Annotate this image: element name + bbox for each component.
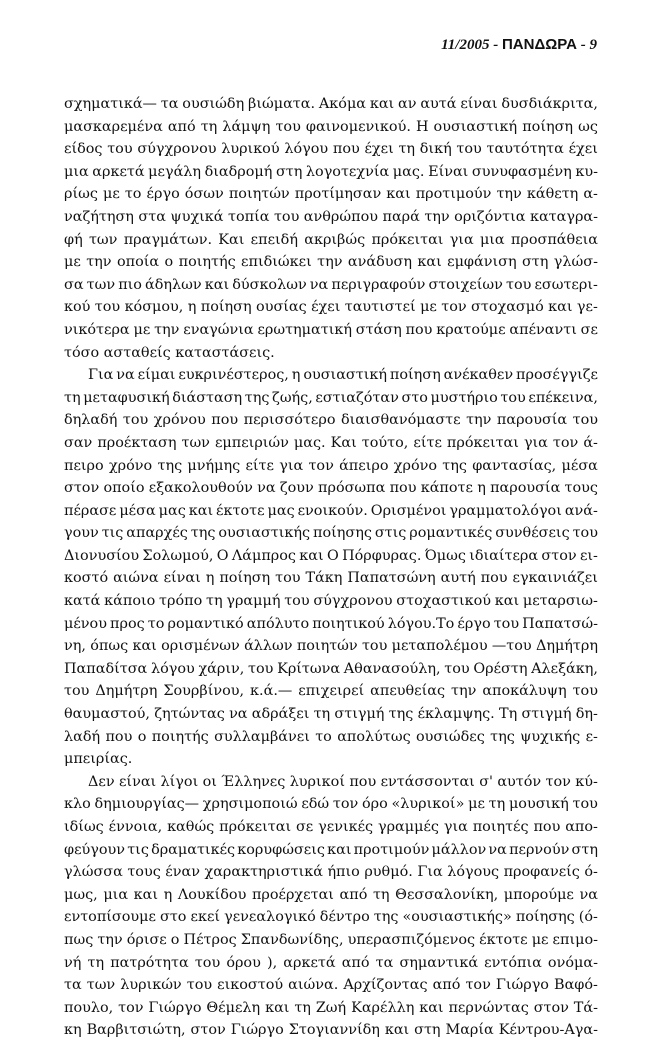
text-line: πως την όρισε ο Πέτρος Σπανδωνίδης, υπερασπιζόμενος έκτοτε με επιμο- [64,931,598,948]
text-line: σχηματικά— τα ουσιώδη βιώματα. Ακόμα και αν αυτά είναι δυσδιάκριτα, [64,96,598,112]
text-line: κατά κάποιο τρόπο τη γραμμή του σύγχρονου στοχαστικού και μεταρσιω- [64,593,598,610]
text-line: κού του κόσμου, η ποίηση ουσίας έχει ταυτιστεί με τον στοχασμό και γε- [64,299,598,316]
text-line: κοστό αιώνα είναι η ποίηση του Τάκη Παπατσώνη αυτή που εγκαινιάζει [64,570,598,587]
text-line: νη, όπως και ορισμένων άλλων ποιητών του μεταπολέμου —του Δημήτρη [64,638,598,655]
text-line: γλώσσα τους έναν χαρακτηριστικά ήπιο ρυθμό. Για λόγους προφανείς ό- [64,864,598,881]
text-line: μασκαρεμένα από τη λάμψη του φαινομενικού. Η ουσιαστική ποίηση ως [64,118,598,135]
text-line: σαν προέκταση των εμπειριών μας. Και τούτο, είτε πρόκειται για τον ά- [64,434,598,451]
text-line: τη μεταφυσική διάσταση της ζωής, εστιαζόταν στο μυστήριο του επέκεινα, [64,389,598,406]
text-line: κη Βαρβιτσιώτη, στον Γιώργο Στογιαννίδη και στη Μαρία Κέντρου-Αγα- [64,1022,598,1039]
text-line: νικότερα με την εναγώνια ερωτηματική στάση που κρατούμε απέναντι σε [64,321,598,338]
text-line: φεύγουν τις δραματικές κορυφώσεις και προτιμούν μάλλον να περνούν στη [64,841,598,858]
text-line: ιδίως έννοια, καθώς πρόκειται σε γενικές γραμμές για ποιητές που απο- [64,819,598,835]
text-line: Για να είμαι ευκρινέστερος, η ουσιαστική ποίηση ανέκαθεν προσέγγιζε [88,367,598,384]
text-line: πέρασε μέσα μας και έκτοτε μας ενοικούν. Ορισμένοι γραμματολόγοι ανά- [64,502,598,519]
header-separator: - [489,37,502,53]
article-body [64,93,598,1042]
text-line: είδος του σύγχρονου λυρικού λόγου που έχει τη δική του ταυτότητα έχει [64,141,598,158]
text-line: με την οποία ο ποιητής επιδιώκει την ανάδυση και εμφάνιση στη γλώσ- [64,254,598,271]
text-line: μια αρκετά μεγάλη διαδρομή στη λογοτεχνία μας. Είναι συνυφασμένη κυ- [64,163,598,180]
text-line: πειρο χρόνο της μνήμης είτε για τον άπειρο χρόνο της φαντασίας, μέσα [64,457,598,474]
text-line: τα των λυρικών του εικοστού αιώνα. Αρχίζοντας από τον Γιώργο Βαφό- [64,977,598,994]
issue-date: 11/2005 [441,37,490,53]
page-separator: - [577,37,590,53]
text-line: δηλαδή του χρόνου που περισσότερο διαισθανόμαστε την παρουσία του [64,412,598,429]
text-line: πουλο, τον Γιώργο Θέμελη και τη Ζωή Καρέλλη και περνώντας στον Τά- [64,999,598,1016]
text-line: γουν τις απαρχές της ουσιαστικής ποίησης στις ρομαντικές συνθέσεις του [64,525,598,542]
text-line: θαυμαστού, ζητώντας να αδράξει τη στιγμή της έκλαμψης. Τη στιγμή δη- [64,706,598,723]
text-line: φή των πραγμάτων. Και επειδή ακριβώς πρόκειται για μια προσπάθεια [64,231,598,248]
text-line: μένου προς το ρομαντικό απόλυτο ποιητικού λόγου.Το έργο του Παπατσώ- [64,615,598,632]
running-header [441,36,597,54]
text-line: στον οποίο εξακολουθούν να ζουν πρόσωπα που κάποτε η παρουσία τους [64,480,598,497]
text-line: νή τη πατρότητα του όρου ), αρκετά από τα σημαντικά εντόπια ονόμα- [64,954,598,971]
text-line: λαδή που ο ποιητής συλλαμβάνει το απολύτως ουσιώδες της ψυχικής ε- [64,728,598,745]
text-line: εντοπίσουμε στο εκεί γενεαλογικό δέντρο της «ουσιαστικής» ποίησης (ό- [64,909,598,926]
text-line: σα των πιο άδηλων και δύσκολων να περιγραφούν στοιχείων του εσωτερι- [64,276,598,293]
text-line: κλο δημιουργίας— χρησιμοποιώ εδώ τον όρο «λυρικοί» με τη μουσική του [64,796,598,813]
text-line: ναζήτηση στα ψυχικά τοπία του ανθρώπου παρά την οριζόντια καταγρα- [64,208,598,225]
text-line: τόσο ασταθείς καταστάσεις. [64,344,275,361]
text-line: Δεν είναι λίγοι οι Έλληνες λυρικοί που εντάσσονται σ' αυτόν τον κύ- [88,773,598,790]
text-line: ρίως με το έργο όσων ποιητών προτίμησαν και προτιμούν την κάθετη α- [64,186,598,203]
text-line: Παπαδίτσα λόγου χάριν, του Κρίτωνα Αθανασούλη, του Ορέστη Αλεξάκη, [64,660,598,677]
page-number: 9 [589,37,597,53]
text-line: μπειρίας. [64,751,133,768]
text-line: Διονυσίου Σολωμού, Ο Λάμπρος και Ο Πόρφυρας. Όμως ιδιαίτερα στον ει- [64,547,598,564]
text-line: μως, μια και η Λουκίδου προέρχεται από τη Θεσσαλονίκη, μπορούμε να [64,886,598,903]
text-line: του Δημήτρη Σουρβίνου, κ.ά.— επιχειρεί απευθείας την αποκάλυψη του [64,683,598,700]
journal-title: ΠΑΝΔΩΡΑ [501,36,577,53]
